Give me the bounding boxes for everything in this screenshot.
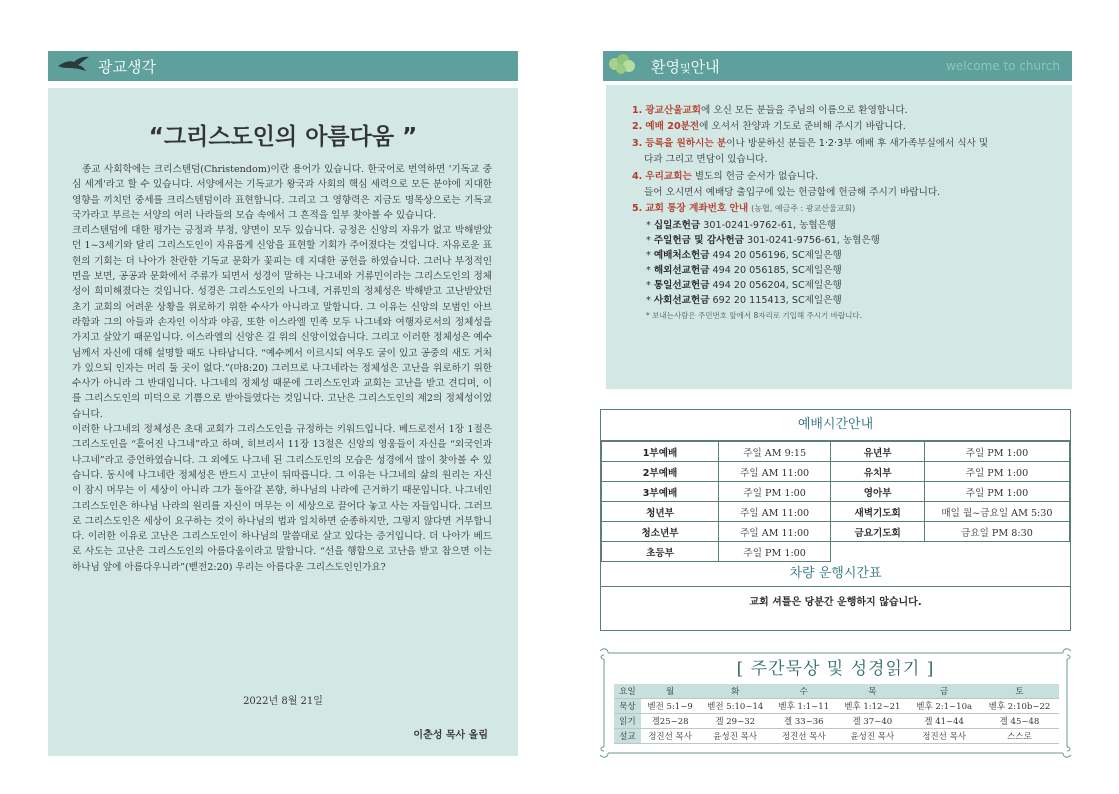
right-section-title: 환영및안내 bbox=[651, 57, 720, 76]
leaf-icon bbox=[607, 52, 641, 80]
meditation-box bbox=[598, 645, 1073, 761]
table-row: 1부예배 주일 AM 9:15 유년부 주일 PM 1:00 bbox=[602, 442, 1070, 462]
worship-table bbox=[601, 441, 1070, 562]
bus-title: 차량 운행시간표 bbox=[601, 562, 1070, 587]
article-paragraph: 이러한 나그네의 정체성은 초대 교회가 그리스도인을 규정하는 키워드입니다. 베드로전서 1장 1절은 그리스도인을 “흩어진 나그네”라고 하며, 히브리서 11장 13절은 신앙의 영웅들이 자신을 “외국인과 나그네”라고 증언하였습니다. 그 외에도 나그네 된 그리스도인의 모습은 성경에서 많이 찾아볼 수 있습니다. 동시에 나그네란 정체성은 반드시 고난이 뒤따릅니다. 그 이유는 나그네의 삶의 원리는 자신이 잠시 머무는 이 세상이 아니라 그가 돌아갈 본향, 하나님의 나라에 근거하기 때문입니다. 나그네인 그리스도인은 하나님 나라의 원리를 자신이 머무는 이 세상으로 끌어다 놓고 사는 자들입니다. 그러므로 그리스도인은 세상이 요구하는 것이 하나님의 법과 일치하면 순종하지만, 그렇지 않다면 거부합니다. 이러한 이유로 고난은 그리스도인이 하나님의 말씀대로 살고 있다는 증거입니다. 더 나아가 베드로 사도는 고난은 그리스도인의 아름다움이라고 말합니다. “선을 행함으로 고난을 받고 참으면 이는 하나님 앞에 아름다우니라”(벧전2:20) 우리는 아름다운 그리스도인인가요? bbox=[72, 424, 492, 573]
account-note: * 보내는사람은 주민번호 앞에서 8자리로 기입해 주시기 바랍니다. bbox=[646, 310, 862, 320]
account-row: * 십일조헌금 301-0241-9762-61, 농협은행 bbox=[646, 219, 837, 231]
bus-text: 교회 셔틀은 당분간 운행하지 않습니다. bbox=[749, 597, 922, 608]
welcome-item: 4. 우리교회는 별도의 헌금 순서가 없습니다. 들어 오시면서 예배당 출입구에 있는 헌금함에 헌금해 주시기 바랍니다. bbox=[632, 170, 941, 199]
account-row: * 통일선교헌금 494 20 056204, SC제일은행 bbox=[646, 279, 842, 291]
welcome-list bbox=[632, 103, 1062, 323]
table-header-row: 요일 월 화 수 목 금 토 bbox=[614, 684, 1059, 699]
dove-icon bbox=[56, 54, 90, 78]
welcome-item: 5. 교회 통장 계좌번호 안내 (농협, 예금주 : 광교산울교회) bbox=[632, 203, 856, 215]
welcome-box bbox=[606, 85, 1072, 389]
meditation-table bbox=[614, 684, 1059, 744]
account-row: * 사회선교헌금 692 20 115413, SC제일은행 bbox=[646, 294, 842, 306]
table-row: 청년부 주일 AM 11:00 새벽기도회 매일 월~금요일 AM 5:30 bbox=[602, 502, 1070, 522]
left-section-title: 광교생각 bbox=[98, 57, 156, 76]
article-title: “그리스도인의 아름다움 ” bbox=[148, 124, 418, 150]
article-date: 2022년 8월 21일 bbox=[243, 696, 323, 707]
right-section-header bbox=[603, 51, 1072, 81]
table-row: 초등부 주일 PM 1:00 bbox=[602, 542, 1070, 562]
article-box bbox=[48, 88, 518, 756]
welcome-item: 1. 광교산울교회에 오신 모든 분들을 주님의 이름으로 환영합니다. bbox=[632, 105, 908, 116]
table-row: 청소년부 주일 AM 11:00 금요기도회 금요일 PM 8:30 bbox=[602, 522, 1070, 542]
account-row: * 주일헌금 및 감사헌금 301-0241-9756-61, 농협은행 bbox=[646, 234, 880, 246]
left-section-header bbox=[48, 51, 518, 81]
welcome-item: 3. 등록을 원하시는 분이나 방문하신 분들은 1·2·3부 예배 후 새가족부실에서 식사 및 다과 그리고 면담이 있습니다. bbox=[632, 137, 989, 166]
welcome-subtitle: welcome to church bbox=[946, 59, 1060, 73]
account-row: * 예배처소헌금 494 20 056196, SC제일은행 bbox=[646, 249, 842, 261]
table-row: 묵상 벧전 5:1~9 벧전 5:10~14 벧후 1:1~11 벧후 1:12~21 벧후 2:1~10a 벧후 2:10b~22 bbox=[614, 699, 1059, 714]
welcome-item: 2. 예배 20분전에 오셔서 찬양과 기도로 준비해 주시기 바랍니다. bbox=[632, 121, 906, 133]
worship-schedule bbox=[600, 409, 1071, 631]
meditation-title: [ 주간묵상 및 성경읽기 ] bbox=[736, 659, 935, 679]
article-body bbox=[72, 162, 492, 575]
table-row: 3부예배 주일 PM 1:00 영아부 주일 PM 1:00 bbox=[602, 482, 1070, 502]
article-paragraph: 종교 사회학에는 크리스텐덤(Christendom)이란 용어가 있습니다. 한국어로 번역하면 '기독교 중심 세계'라고 할 수 있습니다. 서양에서는 기독교가 왕국과 사회의 핵심 세력으로 모든 분야에 지대한 영향을 끼치던 중세를 크리스텐덤이라 표현합니다. 그리고 그 영향력은 지금도 명목상으로는 기독교 국가라고 부르는 서양의 여러 나라들의 모습 속에서 그 흔적을 일부 찾아볼 수 있습니다. bbox=[72, 164, 492, 221]
article-signature: 이춘성 목사 올림 bbox=[413, 730, 488, 741]
table-row: 설교 정진선 목사 윤성진 목사 정진선 목사 윤성진 목사 정진선 목사 스스로 bbox=[614, 729, 1059, 744]
article-paragraph: 크리스텐덤에 대한 평가는 긍정과 부정, 양면이 모두 있습니다. 긍정은 신앙의 자유가 없고 박해받았던 1~3세기와 달리 그리스도인이 자유롭게 신앙을 표현할 기회가 주어졌다는 것입니다. 자유로운 표현의 기회는 더 나아가 찬란한 기독교 문화가 꽃피는 데 지대한 공헌을 하였습니다. 그러나 부정적인 면을 보면, 공공과 문화에서 주류가 되면서 성경이 말하는 나그네와 거류민이라는 그리스도인의 정체성이 희미해졌다는 것입니다. 성경은 그리스도인의 나그네, 거류민의 정체성은 박해받고 고난받았던 초기 교회의 어려운 상황을 위로하기 위한 수사가 아니라고 말합니다. 그 이유는 신앙의 모범인 아브라함과 그의 아들과 손자인 이삭과 야곱, 또한 이스라엘 민족 모두 나그네와 여행자로서의 정체성을 가지고 살았기 때문입니다. 이스라엘의 신앙은 길 위의 신앙이었습니다. 그리고 이러한 정체성은 예수님께서 자신에 대해 설명할 때도 나타납니다. “예수께서 이르시되 여우도 굴이 있고 공중의 새도 거처가 있으되 인자는 머리 둘 곳이 없다.”(마8:20) 그러므로 나그네라는 정체성은 고난을 위로하기 위한 수사가 아니라 그 반대입니다. 나그네의 정체성 때문에 그리스도인과 교회는 고난을 받고 견디며, 이를 그리스도인의 미덕으로 기쁨으로 받아들였다는 것입니다. 고난은 그리스도인의 제2의 정체성이었습니다. bbox=[72, 225, 492, 420]
worship-title: 예배시간안내 bbox=[601, 410, 1070, 441]
table-row: 2부예배 주일 AM 11:00 유치부 주일 PM 1:00 bbox=[602, 462, 1070, 482]
table-row: 읽기 겔25~28 겔 29~32 겔 33~36 겔 37~40 겔 41~44 겔 45~48 bbox=[614, 714, 1059, 729]
account-row: * 해외선교헌금 494 20 056185, SC제일은행 bbox=[646, 264, 842, 276]
